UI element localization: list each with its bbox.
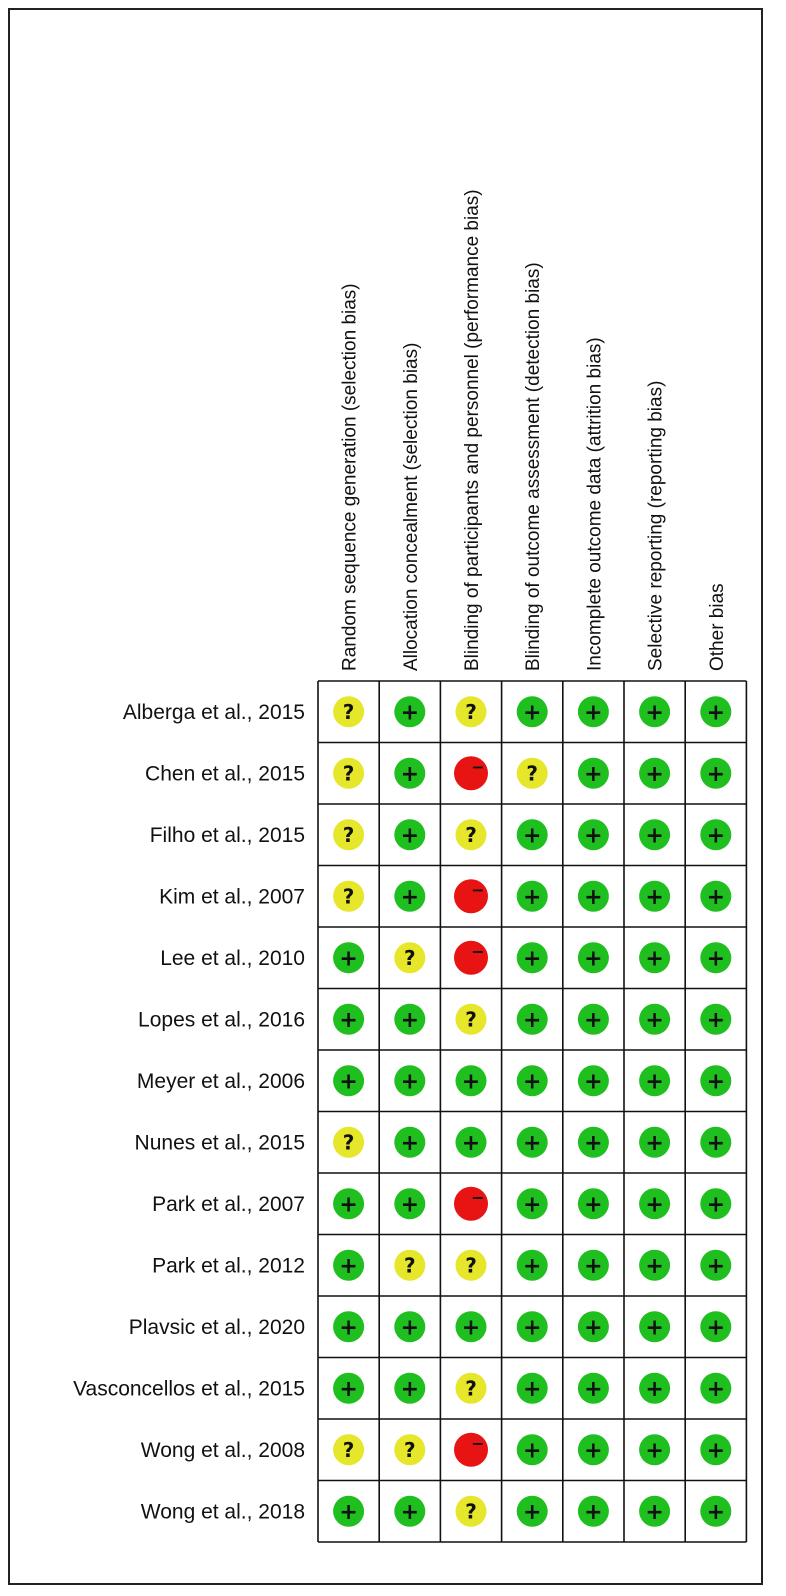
low-risk-glyph: +: [584, 1192, 603, 1218]
low-risk-glyph: +: [522, 1069, 542, 1095]
low-risk-glyph: +: [706, 700, 726, 726]
unclear-risk-glyph: ?: [465, 1499, 477, 1524]
low-risk-glyph: +: [645, 1253, 664, 1279]
study-label: Lopes et al., 2016: [138, 1008, 305, 1032]
low-risk-glyph: +: [645, 1069, 664, 1095]
low-risk-glyph: +: [522, 1499, 542, 1525]
unclear-risk-glyph: ?: [465, 699, 477, 724]
low-risk-glyph: +: [339, 1315, 358, 1341]
low-risk-glyph: +: [706, 1253, 726, 1279]
low-risk-glyph: +: [522, 700, 542, 726]
unclear-risk-glyph: ?: [342, 884, 355, 909]
low-risk-glyph: +: [584, 1253, 603, 1279]
low-risk-glyph: +: [706, 884, 726, 910]
low-risk-glyph: +: [522, 1315, 542, 1341]
study-label: Park et al., 2012: [152, 1254, 305, 1278]
unclear-risk-glyph: ?: [465, 822, 477, 847]
low-risk-glyph: +: [522, 1007, 542, 1033]
high-risk-glyph: −: [471, 1187, 485, 1207]
study-label: Vasconcellos et al., 2015: [73, 1377, 305, 1401]
low-risk-glyph: +: [706, 1130, 726, 1156]
low-risk-glyph: +: [400, 1130, 420, 1156]
low-risk-glyph: +: [706, 761, 726, 787]
low-risk-glyph: +: [645, 1130, 664, 1156]
low-risk-glyph: +: [645, 1499, 664, 1525]
study-label: Park et al., 2007: [152, 1192, 305, 1216]
low-risk-glyph: +: [461, 1130, 481, 1156]
low-risk-glyph: +: [339, 1376, 358, 1402]
low-risk-glyph: +: [706, 946, 726, 972]
low-risk-glyph: +: [339, 946, 358, 972]
unclear-risk-glyph: ?: [342, 822, 355, 847]
low-risk-glyph: +: [461, 1069, 481, 1095]
high-risk-glyph: −: [471, 1433, 485, 1453]
low-risk-glyph: +: [522, 1130, 542, 1156]
low-risk-glyph: +: [400, 700, 420, 726]
low-risk-glyph: +: [645, 1315, 664, 1341]
low-risk-glyph: +: [400, 1069, 420, 1095]
study-label: Alberga et al., 2015: [122, 700, 305, 724]
domain-label: Selective reporting (reporting bias): [645, 380, 667, 671]
study-label: Lee et al., 2010: [160, 946, 305, 970]
low-risk-glyph: +: [400, 1376, 420, 1402]
low-risk-glyph: +: [645, 700, 664, 726]
low-risk-glyph: +: [584, 946, 603, 972]
high-risk-glyph: −: [471, 757, 485, 777]
low-risk-glyph: +: [522, 1253, 542, 1279]
study-label: Wong et al., 2008: [140, 1438, 305, 1462]
domain-label: Blinding of participants and personnel (performance bias): [462, 189, 483, 671]
low-risk-glyph: +: [584, 700, 603, 726]
low-risk-glyph: +: [706, 1499, 726, 1525]
low-risk-glyph: +: [706, 1438, 726, 1464]
domain-label: Random sequence generation (selection bias): [339, 283, 361, 671]
domain-label: Incomplete outcome data (attrition bias): [584, 337, 606, 671]
low-risk-glyph: +: [584, 1007, 603, 1033]
low-risk-glyph: +: [706, 1069, 726, 1095]
low-risk-glyph: +: [645, 1438, 664, 1464]
unclear-risk-glyph: ?: [342, 1130, 355, 1155]
low-risk-glyph: +: [522, 884, 542, 910]
low-risk-glyph: +: [706, 1192, 726, 1218]
low-risk-glyph: +: [522, 1376, 542, 1402]
low-risk-glyph: +: [584, 1499, 603, 1525]
domain-label: Allocation concealment (selection bias): [400, 342, 422, 671]
low-risk-glyph: +: [339, 1007, 358, 1033]
low-risk-glyph: +: [339, 1253, 358, 1279]
low-risk-glyph: +: [400, 1315, 420, 1341]
unclear-risk-glyph: ?: [465, 1007, 477, 1032]
domain-label: Blinding of outcome assessment (detection bias): [523, 262, 545, 671]
high-risk-glyph: −: [471, 941, 485, 961]
low-risk-glyph: +: [645, 946, 664, 972]
low-risk-glyph: +: [645, 1192, 664, 1218]
low-risk-glyph: +: [584, 761, 603, 787]
low-risk-glyph: +: [584, 1069, 603, 1095]
low-risk-glyph: +: [706, 1315, 726, 1341]
low-risk-glyph: +: [400, 823, 420, 849]
domain-label: Other bias: [706, 583, 728, 671]
low-risk-glyph: +: [584, 823, 603, 849]
study-label: Meyer et al., 2006: [136, 1069, 305, 1093]
unclear-risk-glyph: ?: [403, 1253, 416, 1278]
low-risk-glyph: +: [400, 1499, 420, 1525]
unclear-risk-glyph: ?: [342, 1437, 355, 1462]
low-risk-glyph: +: [584, 1438, 603, 1464]
low-risk-glyph: +: [645, 823, 664, 849]
high-risk-glyph: −: [471, 880, 485, 900]
low-risk-glyph: +: [400, 1007, 420, 1033]
unclear-risk-glyph: ?: [342, 761, 355, 786]
low-risk-glyph: +: [645, 761, 664, 787]
low-risk-glyph: +: [645, 1007, 664, 1033]
low-risk-glyph: +: [706, 1376, 726, 1402]
study-label: Kim et al., 2007: [159, 885, 305, 909]
low-risk-glyph: +: [522, 823, 542, 849]
low-risk-glyph: +: [339, 1192, 358, 1218]
study-label: Plavsic et al., 2020: [128, 1315, 305, 1339]
study-label: Filho et al., 2015: [149, 823, 305, 847]
study-label: Nunes et al., 2015: [134, 1131, 305, 1155]
unclear-risk-glyph: ?: [465, 1253, 477, 1278]
study-label: Chen et al., 2015: [145, 762, 305, 786]
low-risk-glyph: +: [400, 884, 420, 910]
low-risk-glyph: +: [339, 1069, 358, 1095]
low-risk-glyph: +: [400, 761, 420, 787]
low-risk-glyph: +: [522, 946, 542, 972]
unclear-risk-glyph: ?: [403, 1437, 416, 1462]
low-risk-glyph: +: [645, 884, 664, 910]
low-risk-glyph: +: [584, 1376, 603, 1402]
unclear-risk-glyph: ?: [526, 761, 539, 786]
low-risk-glyph: +: [645, 1376, 664, 1402]
low-risk-glyph: +: [584, 884, 603, 910]
low-risk-glyph: +: [522, 1192, 542, 1218]
low-risk-glyph: +: [706, 1007, 726, 1033]
low-risk-glyph: +: [339, 1499, 358, 1525]
low-risk-glyph: +: [706, 823, 726, 849]
unclear-risk-glyph: ?: [342, 699, 355, 724]
low-risk-glyph: +: [461, 1315, 481, 1341]
low-risk-glyph: +: [522, 1438, 542, 1464]
low-risk-glyph: +: [400, 1192, 420, 1218]
low-risk-glyph: +: [584, 1130, 603, 1156]
unclear-risk-glyph: ?: [403, 945, 416, 970]
unclear-risk-glyph: ?: [465, 1376, 477, 1401]
low-risk-glyph: +: [584, 1315, 603, 1341]
study-label: Wong et al., 2018: [140, 1500, 305, 1524]
